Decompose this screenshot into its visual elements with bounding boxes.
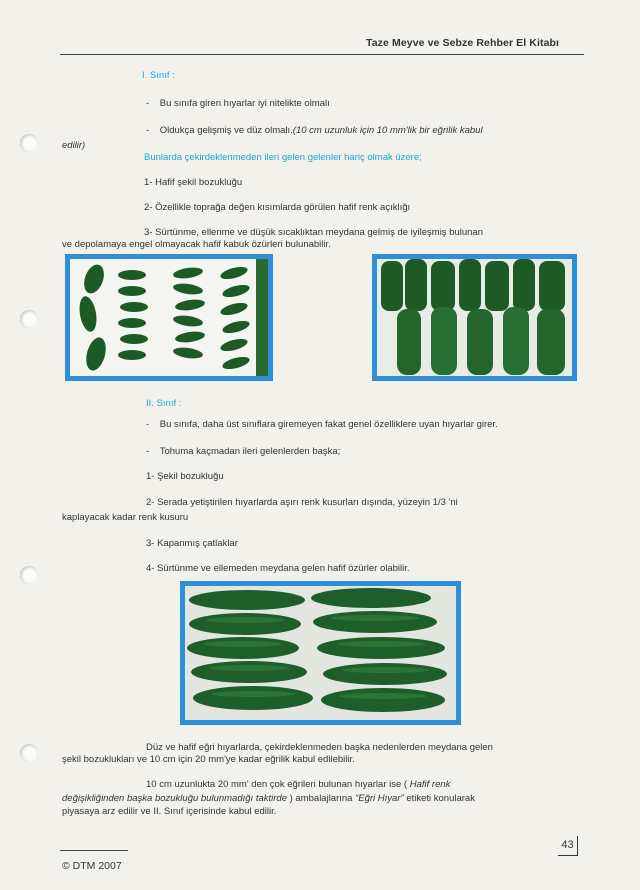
class1-heading: I. Sınıf : bbox=[142, 70, 175, 81]
class2-item-1: 1- Şekil bozukluğu bbox=[146, 471, 224, 482]
cucumber-photo-crate-image bbox=[185, 586, 456, 720]
class1-item-3: 3- Sürtünme, ellenme ve düşük sıcaklıktan meydana gelmiş de iyileşmiş bulunan bbox=[144, 227, 483, 238]
cucumber-photo-rows-graphic bbox=[70, 259, 268, 376]
page-number: 43 bbox=[558, 836, 578, 856]
class1-item-1: 1- Hafif şekil bozukluğu bbox=[144, 177, 243, 188]
bottom-paragraph-2-text: 10 cm uzunlukta 20 mm' den çok eğrileri bulunan hıyarlar ise ( bbox=[146, 779, 408, 790]
punch-hole bbox=[20, 310, 38, 328]
class1-highlight: Bunlarda çekirdeklenmeden ileri gelen gelenler hariç olmak üzere; bbox=[144, 152, 422, 163]
punch-hole bbox=[20, 134, 38, 152]
cucumber-photo-closeup bbox=[372, 254, 577, 381]
class2-heading: II. Sınıf : bbox=[146, 398, 182, 409]
footer-rule bbox=[60, 850, 128, 851]
class1-bullet-2-text: Oldukça gelişmiş ve düz olmalı. bbox=[159, 125, 293, 136]
cucumber-photo-rows-image bbox=[70, 259, 268, 376]
punch-hole bbox=[20, 566, 38, 584]
punch-hole bbox=[20, 744, 38, 762]
class1-bullet-1: - Bu sınıfa giren hıyarlar iyi nitelikte olmalı bbox=[146, 98, 330, 109]
bottom-paragraph-2-line2-italic: değişikliğinden başka bozukluğu bulunmadığı taktirde bbox=[62, 793, 287, 804]
bottom-paragraph-2-italic: Hafif renk bbox=[409, 779, 451, 790]
bottom-paragraph-2-line3: piyasaya arz edilir ve II. Sınıf içerisinde kabul edilir. bbox=[62, 806, 277, 817]
cucumber-photo-closeup-image bbox=[377, 259, 572, 376]
class2-bullet-2: - Tohuma kaçmadan ileri gelenlerden başka; bbox=[146, 446, 341, 457]
bottom-paragraph-2 bbox=[146, 779, 450, 790]
header-title: Taze Meyve ve Sebze Rehber El Kitabı bbox=[366, 37, 560, 49]
class1-item-3-cont: ve depolamaya engel olmayacak hafif kabuk özürleri bulunabilir. bbox=[62, 239, 331, 250]
bottom-paragraph-1: Düz ve hafif eğri hıyarlarda, çekirdeklenmeden başka nedenlerden meydana gelen bbox=[146, 742, 493, 753]
class1-bullet-2-italic: (10 cm uzunluk için 10 mm'lik bir eğrilik kabul bbox=[292, 125, 483, 136]
bottom-paragraph-2-line2-end: etiketi konularak bbox=[406, 793, 475, 804]
class1-bullet-2: - Oldukça gelişmiş ve düz olmalı.(10 cm uzunluk için 10 mm'lik bir eğrilik kabul bbox=[146, 125, 483, 136]
cucumber-photo-rows bbox=[65, 254, 273, 381]
class2-bullet-1: - Bu sınıfa, daha üst sınıflara giremeyen fakat genel özelliklere uyan hıyarlar girer. bbox=[146, 419, 498, 430]
class2-item-4: 4- Sürtünme ve ellemeden meydana gelen hafif özürler olabilir. bbox=[146, 563, 410, 574]
class1-bullet-1-text: Bu sınıfa giren hıyarlar iyi nitelikte olmalı bbox=[159, 98, 330, 109]
class1-item-2: 2- Özellikle toprağa değen kısımlarda görülen hafif renk açıklığı bbox=[144, 202, 411, 213]
cucumber-photo-crate-graphic bbox=[185, 586, 456, 720]
class2-item-3: 3- Kapanmış çatlaklar bbox=[146, 538, 238, 549]
bottom-paragraph-2-line2-text: ) ambalajlarına bbox=[289, 793, 353, 804]
egri-hiyar-label: “Eğri Hıyar” bbox=[355, 793, 404, 804]
footer-copyright: © DTM 2007 bbox=[62, 860, 122, 872]
bottom-paragraph-2-line2 bbox=[62, 793, 475, 804]
class2-item-2-cont: kaplayacak kadar renk kusuru bbox=[62, 512, 189, 523]
cucumber-photo-crate bbox=[180, 581, 461, 725]
class2-bullet-1-text: Bu sınıfa, daha üst sınıflara giremeyen fakat genel özelliklere uyan hıyarlar girer. bbox=[159, 419, 498, 430]
class2-item-2: 2- Serada yetiştirilen hıyarlarda aşırı renk kusurları dışında, yüzeyin 1/3 'ni bbox=[146, 497, 458, 508]
bottom-paragraph-1-cont: şekil bozuklukları ve 10 cm için 20 mm'ye kadar eğrilik kabul edilebilir. bbox=[62, 754, 355, 765]
header-rule bbox=[60, 54, 584, 55]
class1-bullet-2-cont: edilir) bbox=[62, 140, 86, 151]
class2-bullet-2-text: Tohuma kaçmadan ileri gelenlerden başka; bbox=[159, 446, 341, 457]
cucumber-photo-closeup-graphic bbox=[377, 259, 572, 376]
